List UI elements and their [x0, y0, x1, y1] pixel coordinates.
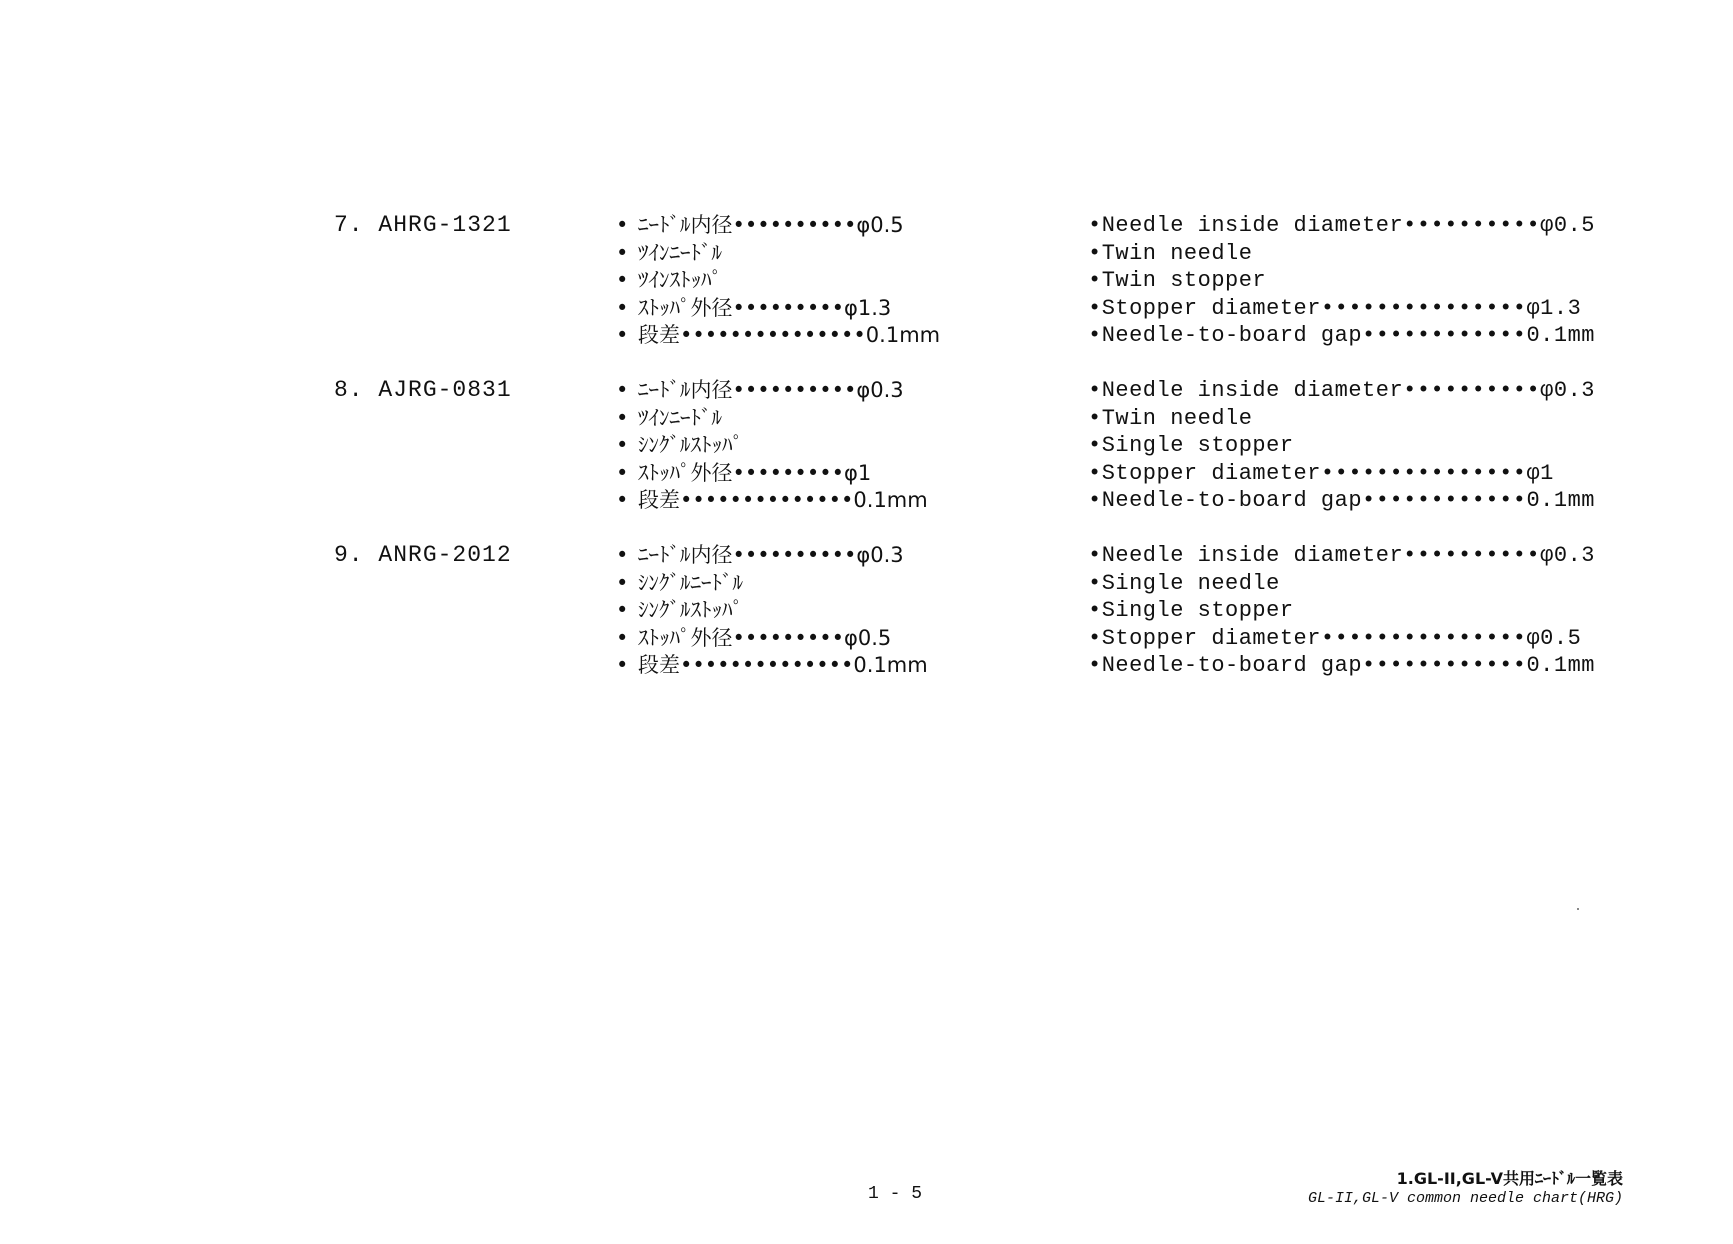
- en-spec-item: •Twin needle: [1088, 240, 1253, 266]
- en-spec-item: •Needle inside diameter••••••••••φ0.5: [1088, 213, 1595, 238]
- en-spec-item: •Needle-to-board gap••••••••••••0.1mm: [1088, 323, 1595, 348]
- model-number: 9. ANRG-2012: [334, 542, 512, 568]
- jp-spec-item: • ﾆｰﾄﾞﾙ内径••••••••••φ0.3: [616, 378, 904, 402]
- jp-spec-item: • ﾂｲﾝﾆｰﾄﾞﾙ: [616, 405, 722, 430]
- jp-spec-item: • ﾆｰﾄﾞﾙ内径••••••••••φ0.3: [616, 543, 904, 567]
- en-spec-item: •Single stopper: [1088, 433, 1294, 458]
- en-spec-item: •Single stopper: [1088, 598, 1294, 623]
- jp-spec-item: • ﾂｲﾝﾆｰﾄﾞﾙ: [616, 240, 722, 265]
- needle-entry-9: [0, 542, 1733, 702]
- jp-spec-item: • ｽﾄｯﾊﾟ外径•••••••••φ0.5: [616, 625, 892, 650]
- jp-spec-item: • ｼﾝｸﾞﾙｽﾄｯﾊﾟ: [616, 433, 743, 457]
- japanese-spec-list: [616, 377, 928, 515]
- needle-entry-7: [0, 212, 1733, 372]
- japanese-spec-list: [616, 212, 940, 350]
- model-number: 8. AJRG-0831: [334, 377, 512, 403]
- jp-spec-item: • 段差•••••••••••••••0.1mm: [616, 323, 941, 347]
- en-spec-item: •Needle-to-board gap••••••••••••0.1mm: [1088, 488, 1595, 513]
- needle-entry-8: [0, 377, 1733, 537]
- jp-spec-item: • 段差••••••••••••••0.1mm: [616, 488, 928, 512]
- en-spec-item: •Twin stopper: [1088, 268, 1267, 293]
- en-spec-item: •Twin needle: [1088, 405, 1253, 431]
- english-spec-list: [1088, 542, 1595, 680]
- en-spec-item: •Needle inside diameter••••••••••φ0.3: [1088, 378, 1595, 403]
- page-number: 1 - 5: [868, 1184, 923, 1204]
- footer-title: [1308, 1169, 1623, 1209]
- japanese-spec-list: [616, 542, 928, 680]
- english-spec-list: [1088, 377, 1595, 515]
- en-spec-item: •Single needle: [1088, 570, 1280, 596]
- scan-speck: [1577, 908, 1579, 910]
- jp-spec-item: • ｽﾄｯﾊﾟ外径•••••••••φ1: [616, 460, 872, 485]
- en-spec-item: •Stopper diameter•••••••••••••••φ0.5: [1088, 625, 1582, 651]
- en-spec-item: •Needle-to-board gap••••••••••••0.1mm: [1088, 653, 1595, 678]
- jp-spec-item: • ﾂｲﾝｽﾄｯﾊﾟ: [616, 268, 722, 292]
- footer-title-en: GL-II,GL-V common needle chart(HRG): [1307, 1190, 1623, 1207]
- jp-spec-item: • ｼﾝｸﾞﾙﾆｰﾄﾞﾙ: [616, 570, 743, 595]
- jp-spec-item: • ｽﾄｯﾊﾟ外径•••••••••φ1.3: [616, 295, 892, 320]
- english-spec-list: [1088, 212, 1595, 350]
- jp-spec-item: • ﾆｰﾄﾞﾙ内径••••••••••φ0.5: [616, 213, 904, 237]
- jp-spec-item: • ｼﾝｸﾞﾙｽﾄｯﾊﾟ: [616, 598, 743, 622]
- jp-spec-item: • 段差••••••••••••••0.1mm: [616, 653, 928, 677]
- footer-title-jp: 1.GL-II,GL-V共用ﾆｰﾄﾞﾙ一覧表: [1396, 1169, 1623, 1188]
- en-spec-item: •Stopper diameter•••••••••••••••φ1.3: [1088, 295, 1582, 321]
- en-spec-item: •Needle inside diameter••••••••••φ0.3: [1088, 543, 1595, 568]
- model-number: 7. AHRG-1321: [334, 212, 512, 238]
- en-spec-item: •Stopper diameter•••••••••••••••φ1: [1088, 460, 1554, 486]
